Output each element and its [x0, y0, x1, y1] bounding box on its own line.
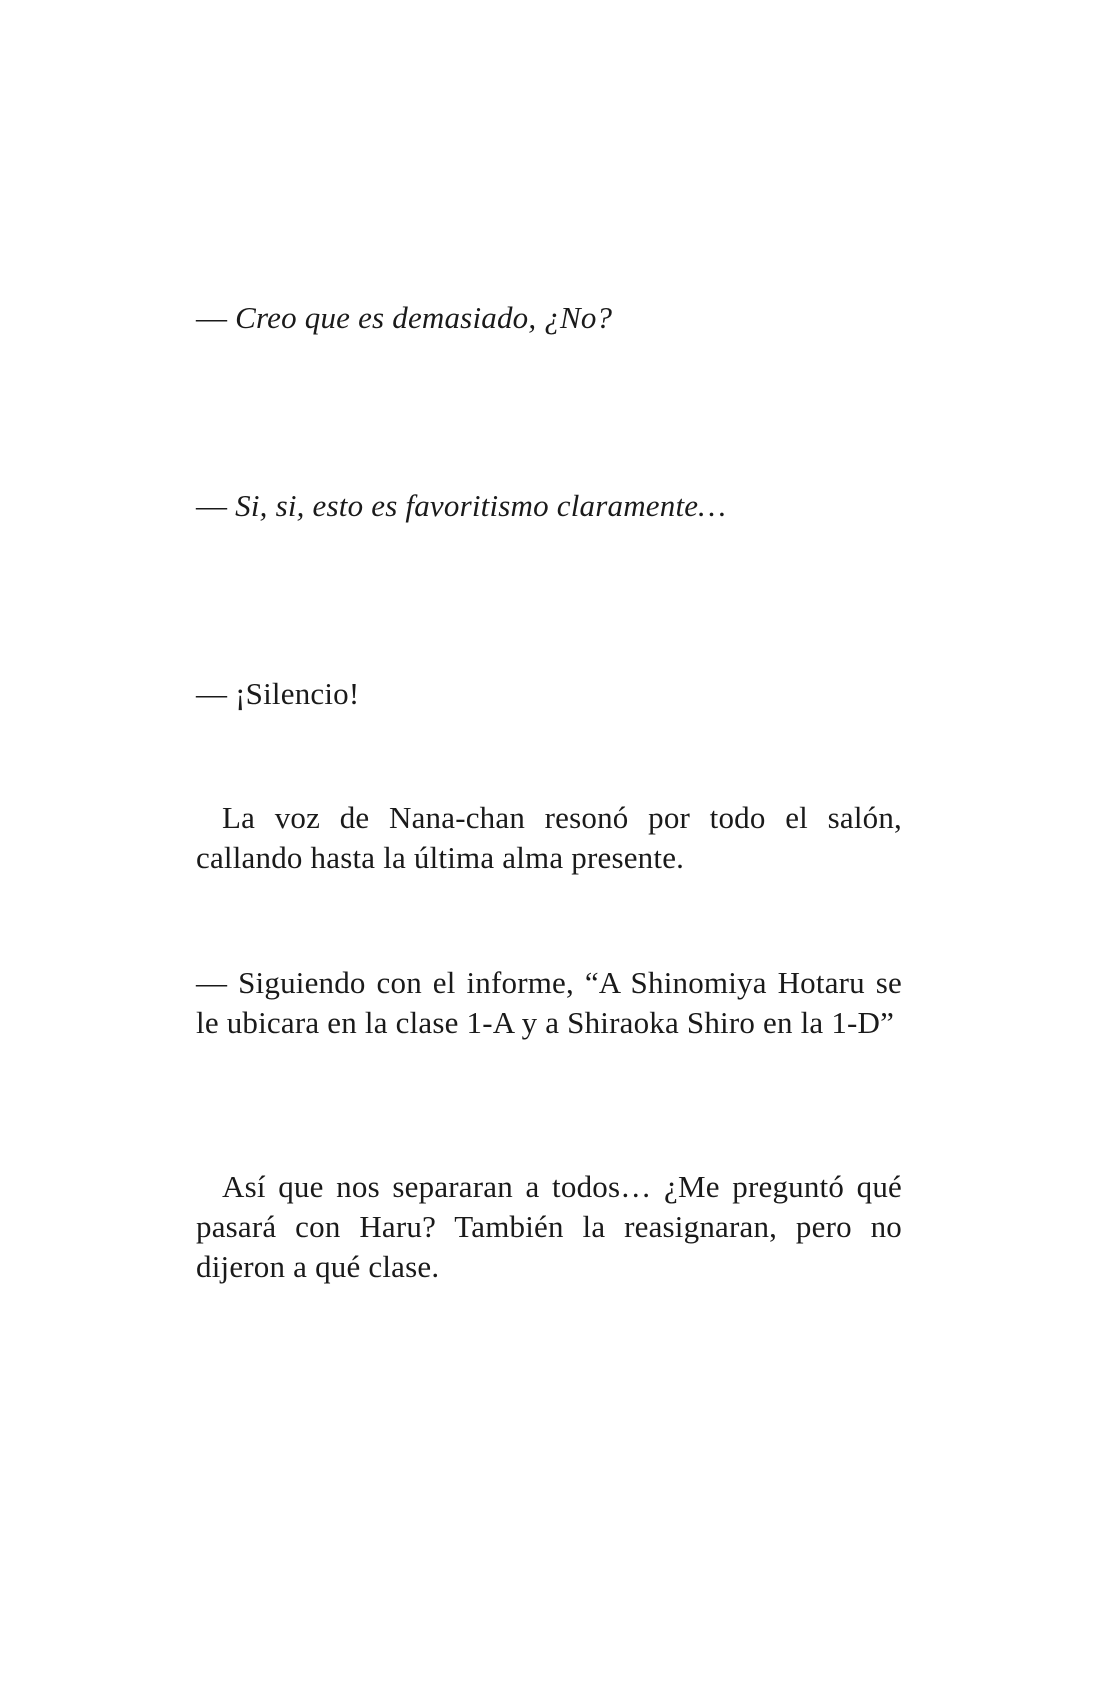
dialogue-line-2 — [196, 486, 902, 526]
narration-text: La voz de Nana-chan resonó por todo el salón, callando hasta la última alma presente. — [196, 800, 902, 875]
em-dash: — — [196, 965, 228, 1000]
narration-text: Así que nos separaran a todos… ¿Me preguntó qué pasará con Haru? También la reasignaran, pero no dijeron a qué clase. — [196, 1169, 902, 1284]
dialogue-line-3 — [196, 674, 902, 714]
dialogue-line-1 — [196, 298, 902, 338]
dialogue-text: ¡Silencio! — [235, 676, 360, 711]
narration-paragraph-1 — [196, 798, 902, 878]
dialogue-text: Creo que es demasiado, ¿No? — [235, 300, 613, 335]
dialogue-text: Siguiendo con el informe, “A Shinomiya Hotaru se le ubicara en la clase 1-A y a Shiraoka Shiro en la 1-D” — [196, 965, 902, 1040]
dialogue-text: Si, si, esto es favoritismo claramente… — [235, 488, 726, 523]
narration-paragraph-2 — [196, 1167, 902, 1287]
em-dash: — — [196, 676, 228, 711]
em-dash: — — [196, 488, 228, 523]
dialogue-line-4 — [196, 963, 902, 1043]
em-dash: — — [196, 300, 228, 335]
